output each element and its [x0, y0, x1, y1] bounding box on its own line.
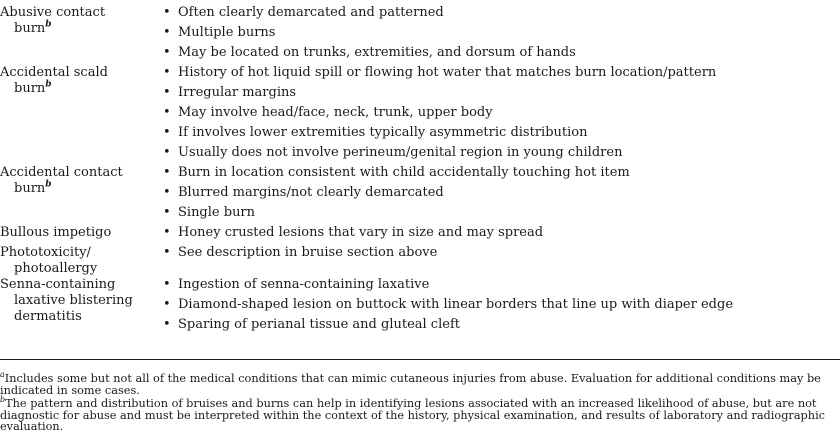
condition-cell	[0, 65, 160, 165]
features-cell	[160, 225, 840, 245]
table-row	[0, 245, 840, 277]
footnote-marker: b	[45, 19, 52, 30]
condition-name-line: Phototoxicity/	[0, 245, 91, 260]
condition-name-line: burn	[14, 81, 46, 96]
condition-cell	[0, 225, 160, 245]
footnote-a	[0, 370, 836, 397]
condition-name-line: burn	[14, 181, 46, 196]
feature-list	[160, 5, 840, 65]
footnote-a-text: Includes some but not all of the medical conditions that can mimic cutaneous injuries from abuse. Evaluation for additional conditions may be indicated in some cases.	[0, 372, 821, 397]
feature-list	[160, 225, 840, 245]
features-cell	[160, 165, 840, 225]
footnote-b-text: The pattern and distribution of bruises and burns can help in identifying lesions associated with an increased likelihood of abuse, but are not diagnostic for abuse and must be interpreted within the context of the history, physical examination, and results of laboratory and radiographic evaluation.	[0, 397, 826, 433]
table-page	[0, 5, 840, 433]
feature-list	[160, 65, 840, 165]
footnote-b	[0, 395, 836, 433]
feature-item: • Often clearly demarcated and patterned	[160, 5, 840, 25]
feature-item: • Sparing of perianal tissue and gluteal cleft	[160, 317, 840, 337]
feature-item: • Burn in location consistent with child accidentally touching hot item	[160, 165, 840, 185]
feature-item: • Ingestion of senna-containing laxative	[160, 277, 840, 297]
feature-list	[160, 245, 840, 265]
condition-line-wrap	[0, 21, 160, 37]
feature-list	[160, 165, 840, 225]
condition-line-wrap	[0, 81, 160, 97]
features-cell	[160, 65, 840, 165]
condition-cell	[0, 5, 160, 65]
condition-name-line: Bullous impetigo	[0, 225, 112, 240]
feature-list	[160, 277, 840, 337]
features-cell	[160, 5, 840, 65]
condition-cell	[0, 165, 160, 225]
table-row	[0, 277, 840, 337]
footnote-a-mark: a	[0, 370, 5, 380]
feature-item: • See description in bruise section above	[160, 245, 840, 265]
feature-item: • If involves lower extremities typically asymmetric distribution	[160, 125, 840, 145]
features-cell	[160, 245, 840, 277]
condition-name-line: Accidental contact	[0, 165, 123, 180]
footnote-marker: b	[45, 79, 52, 90]
table-row	[0, 5, 840, 65]
condition-cell	[0, 277, 160, 337]
condition-name-line: photoallergy	[14, 261, 98, 276]
feature-item: • May be located on trunks, extremities, and dorsum of hands	[160, 45, 840, 65]
condition-name-line: Senna-containing	[0, 277, 116, 292]
feature-item: • Single burn	[160, 205, 840, 225]
condition-table	[0, 5, 840, 337]
feature-item: • Multiple burns	[160, 25, 840, 45]
feature-item: • May involve head/face, neck, trunk, upper body	[160, 105, 840, 125]
footnote-b-mark: b	[0, 395, 6, 405]
footnote-marker: b	[45, 179, 52, 190]
condition-name-line: Abusive contact	[0, 5, 106, 20]
feature-item: • Diamond-shaped lesion on buttock with linear borders that line up with diaper edge	[160, 297, 840, 317]
condition-name-line: dermatitis	[14, 309, 82, 324]
condition-name-line: burn	[14, 21, 46, 36]
condition-cell	[0, 245, 160, 277]
feature-item: • History of hot liquid spill or flowing hot water that matches burn location/pattern	[160, 65, 840, 85]
feature-item: • Irregular margins	[160, 85, 840, 105]
feature-item: • Usually does not involve perineum/genital region in young children	[160, 145, 840, 165]
condition-name-line: laxative blistering	[14, 293, 133, 308]
feature-item: • Honey crusted lesions that vary in size and may spread	[160, 225, 840, 245]
table-row	[0, 165, 840, 225]
condition-name-line: Accidental scald	[0, 65, 108, 80]
features-cell	[160, 277, 840, 337]
footnotes	[0, 370, 836, 435]
table-row	[0, 225, 840, 245]
table-row	[0, 65, 840, 165]
condition-line-wrap	[0, 181, 160, 197]
table-bottom-rule	[0, 359, 840, 360]
feature-item: • Blurred margins/not clearly demarcated	[160, 185, 840, 205]
